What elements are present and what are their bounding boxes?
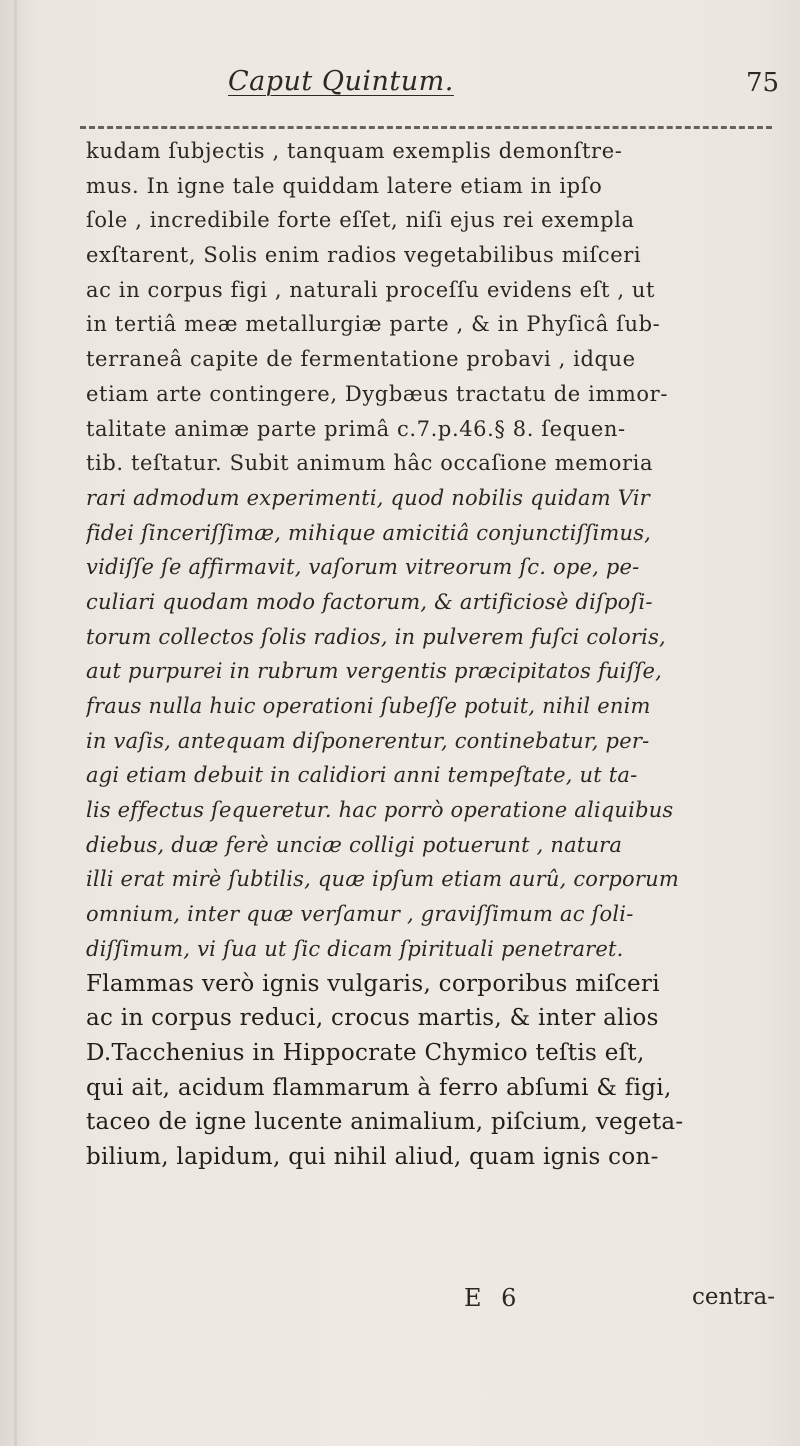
text-line: fraus nulla huic operationi ſubeſſe potuit, nihil enim bbox=[86, 694, 651, 718]
text-line: lis effectus ſequeretur. hac porrò operatione aliquibus bbox=[86, 798, 674, 823]
text-line: exſtarent, Solis enim radios vegetabilibus miſceri bbox=[86, 243, 642, 268]
text-line: in vaſis, antequam diſponerentur, continebatur, per- bbox=[86, 728, 650, 753]
text-line: D.Tacchenius in Hippocrate Chymico teſtis eſt, bbox=[86, 1039, 645, 1066]
text-line: terraneâ capite de fermentatione probavi , idque bbox=[86, 347, 636, 372]
text-line: omnium, inter quæ verſamur , graviſſimum ac ſoli- bbox=[86, 902, 634, 927]
header-rule bbox=[80, 126, 772, 129]
text-line: Flammas verò ignis vulgaris, corporibus miſceri bbox=[86, 970, 660, 997]
text-line: in tertiâ meæ metallurgiæ parte , & in Phyſicâ ſub- bbox=[86, 312, 661, 337]
text-line: diſſimum, vi ſua ut ſic dicam ſpirituali penetraret. bbox=[86, 936, 624, 961]
text-line: culiari quodam modo factorum, & artificiosè diſpoſi- bbox=[86, 589, 653, 614]
page-gutter-shadow bbox=[14, 0, 17, 1446]
text-line: vidiſſe ſe affirmavit, vaſorum vitreorum ſc. ope, pe- bbox=[86, 555, 640, 580]
page-footer bbox=[0, 1284, 800, 1320]
page-header bbox=[0, 66, 800, 106]
text-line: illi erat mirè ſubtilis, quæ ipſum etiam aurû, corporum bbox=[86, 867, 679, 892]
running-head: Caput Quintum. bbox=[228, 66, 454, 97]
text-line: taceo de igne lucente animalium, piſcium, vegeta- bbox=[86, 1109, 684, 1136]
text-line: etiam arte contingere, Dygbæus tractatu de immor- bbox=[86, 381, 669, 406]
text-line: qui ait, acidum flammarum à ferro abſumi & figi, bbox=[86, 1074, 672, 1101]
text-line: ac in corpus reduci, crocus martis, & inter alios bbox=[86, 1005, 659, 1032]
text-line: tib. teſtatur. Subit animum hâc occaſione memoria bbox=[86, 451, 654, 476]
text-line: talitate animæ parte primâ c.7.p.46.§ 8. ſequen- bbox=[86, 416, 626, 441]
text-line: kudam ſubjectis , tanquam exemplis demonſtre- bbox=[86, 139, 623, 163]
body-text bbox=[86, 134, 786, 1175]
text-line: bilium, lapidum, qui nihil aliud, quam ignis con- bbox=[86, 1143, 659, 1170]
text-line: diebus, duæ ferè unciæ colligi potuerunt , natura bbox=[86, 832, 623, 857]
signature-mark: E 6 bbox=[464, 1284, 523, 1312]
text-line: rari admodum experimenti, quod nobilis quidam Vir bbox=[86, 485, 650, 510]
text-line: agi etiam debuit in calidiori anni tempeſtate, ut ta- bbox=[86, 763, 638, 788]
text-line: mus. In igne tale quiddam latere etiam in ipſo bbox=[86, 173, 603, 198]
text-line: torum collectos ſolis radios, in pulverem fuſci coloris, bbox=[86, 624, 666, 649]
page-number: 75 bbox=[746, 68, 780, 98]
text-line: aut purpurei in rubrum vergentis præcipitatos fuiſſe, bbox=[86, 659, 663, 684]
text-line: fidei ſinceriſſimæ, mihique amicitiâ conjunctiſſimus, bbox=[86, 520, 652, 545]
catchword: centra- bbox=[692, 1284, 776, 1310]
text-line: ſole , incredibile forte eſſet, niſi ejus rei exempla bbox=[86, 208, 635, 233]
text-line: ac in corpus figi , naturali proceſſu evidens eſt , ut bbox=[86, 277, 656, 302]
